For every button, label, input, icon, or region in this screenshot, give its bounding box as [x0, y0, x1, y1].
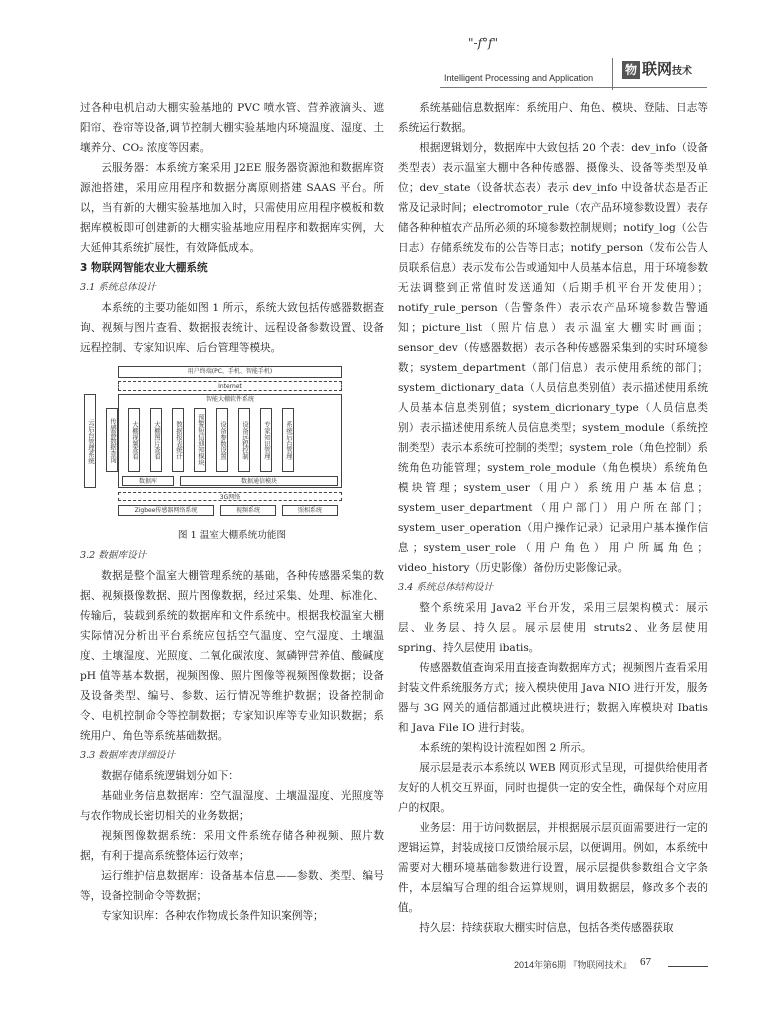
- internet-box: Internet: [118, 381, 342, 391]
- footer-issue: 2014年第6期 『物联网技术』: [514, 960, 632, 970]
- video-system-box: 视频系统: [220, 505, 276, 516]
- page-number: 67: [640, 956, 651, 968]
- paragraph: 运行维护信息数据库：设备基本信息——参数、类型、编号等，设备控制命令等数据；: [80, 870, 384, 902]
- paragraph: 基础业务信息数据库：空气温湿度、土壤温湿度、光照度等与农作物成长密切相关的业务数据；: [80, 790, 384, 822]
- journal-section-subtitle: Intelligent Processing and Application: [444, 73, 594, 83]
- photo-system-box: 照相系统: [282, 505, 338, 516]
- user-terminal-box: 用户终端(PC、手机、智能手机): [118, 366, 342, 378]
- paragraph: 展示层是表示本系统以 WEB 网页形式呈现，可提供给使用者友好的人机交互界面，同时也提供一定的安全性，确保每个对应用户的权限。: [398, 762, 708, 814]
- module-box: 传感器数据查询: [106, 408, 118, 472]
- paragraph: 根据逻辑划分，数据库中大致包括 20 个表：dev_info（设备类型表）表示温室大棚中各种传感器、摄像头、设备等类型及单位；dev_state（设备状态表）表示 dev_info 中设备状态是否正常及记录时间；electromotor_rule（农产品环境参数设置）表存储各种种植农产品所必须的环境参数控制规则；notify_log（公告日志）存储系统发布的公告等日志；notify_person（发布公告人员联系信息）表示发布公告或通知中人员基本信息，用于环境参数无法调整到正常值时发送通知（后期手机平台开发使用）；notify_rule_person（告警条件）表示农产品环境参数告警通知；picture_list（照片信息）表示温室大棚实时画面；sensor_dev（传感器数据）表示各种传感器采集到的实时环境参数；system_department（部门信息）表示使用系统的部门；system_dictionary_data（人员信息类别值）表示描述使用系统人员基本信息类别值；system_dicrionary_type（人员信息类别）表示描述使用系统人员信息类型；system_module（系统控制类型）表示本系统可控制的类型；system_role（角色控制）系统角色功能管理；system_role_module（角色模块）系统角色模块管理；system_user（用户）系统用户基本信息；system_user_department（用户部门）用户所在部门；system_user_operation（用户操作记录）记录用户基本操作信息；system_user_role（用户角色）用户所属角色；video_history（历史影像）备份历史影像记录。: [398, 142, 708, 574]
- brand-suffix: 技术: [672, 66, 693, 77]
- network-3g-box: 3G网络: [118, 492, 342, 501]
- subsection-heading: 3.4 系统总体结构设计: [398, 582, 494, 593]
- database-box: 数据库: [122, 476, 174, 486]
- paragraph: 业务层：用于访问数据层，并根据展示层页面需要进行一定的逻辑运算，封装成接口反馈给展示层，以便调用。例如，本系统中需要对大棚环境基础参数进行设置，展示层提供参数组合文字条件，本层编写合理的组合运算规则，调用数据层，修改多个表的值。: [398, 822, 708, 914]
- paragraph: 系统基础信息数据库：系统用户、角色、模块、登陆、日志等系统运行数据。: [398, 102, 708, 134]
- header-divider: [612, 58, 613, 90]
- journal-logo-mark: "-f°f": [468, 36, 498, 50]
- paragraph: 持久层：持续获取大棚实时信息，包括各类传感器获取: [419, 922, 674, 934]
- paragraph: 本系统的主要功能如图 1 所示，系统大致包括传感器数据查询、视频与图片查看、数据报表统计、远程设备参数设置、设备远程控制、专家知识库、后台管理等模块。: [80, 302, 384, 354]
- header-rule: [440, 87, 707, 88]
- figure-caption: 图 1 温室大棚系统功能图: [177, 530, 287, 541]
- paragraph: 数据存储系统逻辑划分如下：: [101, 770, 239, 782]
- module-box: 设备远程控制: [238, 408, 250, 472]
- paragraph: 数据是整个温室大棚管理系统的基础，各种传感器采集的数据、视频摄像数据、照片图像数据，经过采集、处理、标准化、传输后，装载到系统的数据库和文件系统中。根据我校温室大棚实际情况分析出平台系统应包括空气温度、空气湿度、土壤温度、土壤湿度、光照度、二氧化碳浓度、氮磷钾营养值、酸碱度 pH 值等基本数据，视频图像、照片图像等视频图像数据；设备及设备类型、编号、参数、运行情况等维护数据；设备控制命令、电机控制命令等控制数据；专家知识库等专业知识数据；系统用户、角色等系统基础数据。: [80, 570, 384, 742]
- paragraph: 过各种电机启动大棚实验基地的 PVC 喷水管、营养液滴头、遮阳帘、卷帘等设备,调节控制大棚实验基地内环境温度、湿度、土壤养分、CO₂ 浓度等因素。: [80, 102, 384, 154]
- paragraph: 云服务器：本系统方案采用 J2EE 服务器资源池和数据库资源池搭建，采用应用程序和数据分离原则搭建 SAAS 平台。所以，当有新的大棚实验基地加入时，只需使用应用程序模板和数据库模板即可创建新的大棚实验基地应用程序和数据库实例，大大延伸其系统扩展性，有效降低成本。: [80, 162, 384, 254]
- right-column: [398, 98, 708, 938]
- brand-name: 联网: [642, 60, 673, 78]
- subsection-heading: 3.1 系统总体设计: [80, 282, 156, 293]
- section-heading: 3 物联网智能农业大棚系统: [80, 262, 208, 274]
- paragraph: 传感器数值查询采用直接查询数据库方式；视频图片查看采用封装文件系统服务方式；接入模块使用 Java NIO 进行开发，服务器与 3G 网关的通信都通过此模块进行；数据入库模块对 Ibatis 和 Java File IO 进行封装。: [398, 662, 708, 734]
- journal-brand: [622, 58, 708, 90]
- module-box: 数据报表统计: [172, 408, 184, 472]
- module-box: 设备参数设置: [216, 408, 228, 472]
- left-column: [80, 98, 384, 926]
- brand-emblem-icon: 物: [622, 61, 640, 79]
- zigbee-box: Zigbee传感器网络系统: [118, 505, 214, 516]
- paragraph: 专家知识库：各种农作物成长条件知识案例等；: [101, 910, 324, 922]
- module-box: 大棚视频查看: [128, 408, 140, 472]
- paragraph: 整个系统采用 Java2 平台开发，采用三层架构模式：展示层、业务层、持久层。展示层使用 struts2、业务层使用 spring、持久层使用 ibatis。: [398, 602, 708, 654]
- module-box: 系统后台管理: [282, 408, 294, 472]
- module-box: 预警短信通知模块: [194, 408, 206, 472]
- module-box: 大棚图片查看: [150, 408, 162, 472]
- figure-1-diagram: [80, 364, 384, 524]
- smart-system-label: 智能大棚软件系统: [205, 396, 254, 403]
- paragraph: 视频图像数据系统：采用文件系统存储各种视频、照片数据，有利于提高系统整体运行效率；: [80, 830, 384, 862]
- paragraph: 本系统的架构设计流程如图 2 所示。: [419, 742, 592, 754]
- module-box: 云后台管理系统: [84, 394, 96, 488]
- subsection-heading: 3.3 数据库表详细设计: [80, 750, 176, 761]
- data-comm-box: 数据通信模块: [180, 476, 338, 486]
- subsection-heading: 3.2 数据库设计: [80, 550, 147, 561]
- footer-rule: [668, 966, 708, 967]
- module-box: 专家知识管理: [260, 408, 272, 472]
